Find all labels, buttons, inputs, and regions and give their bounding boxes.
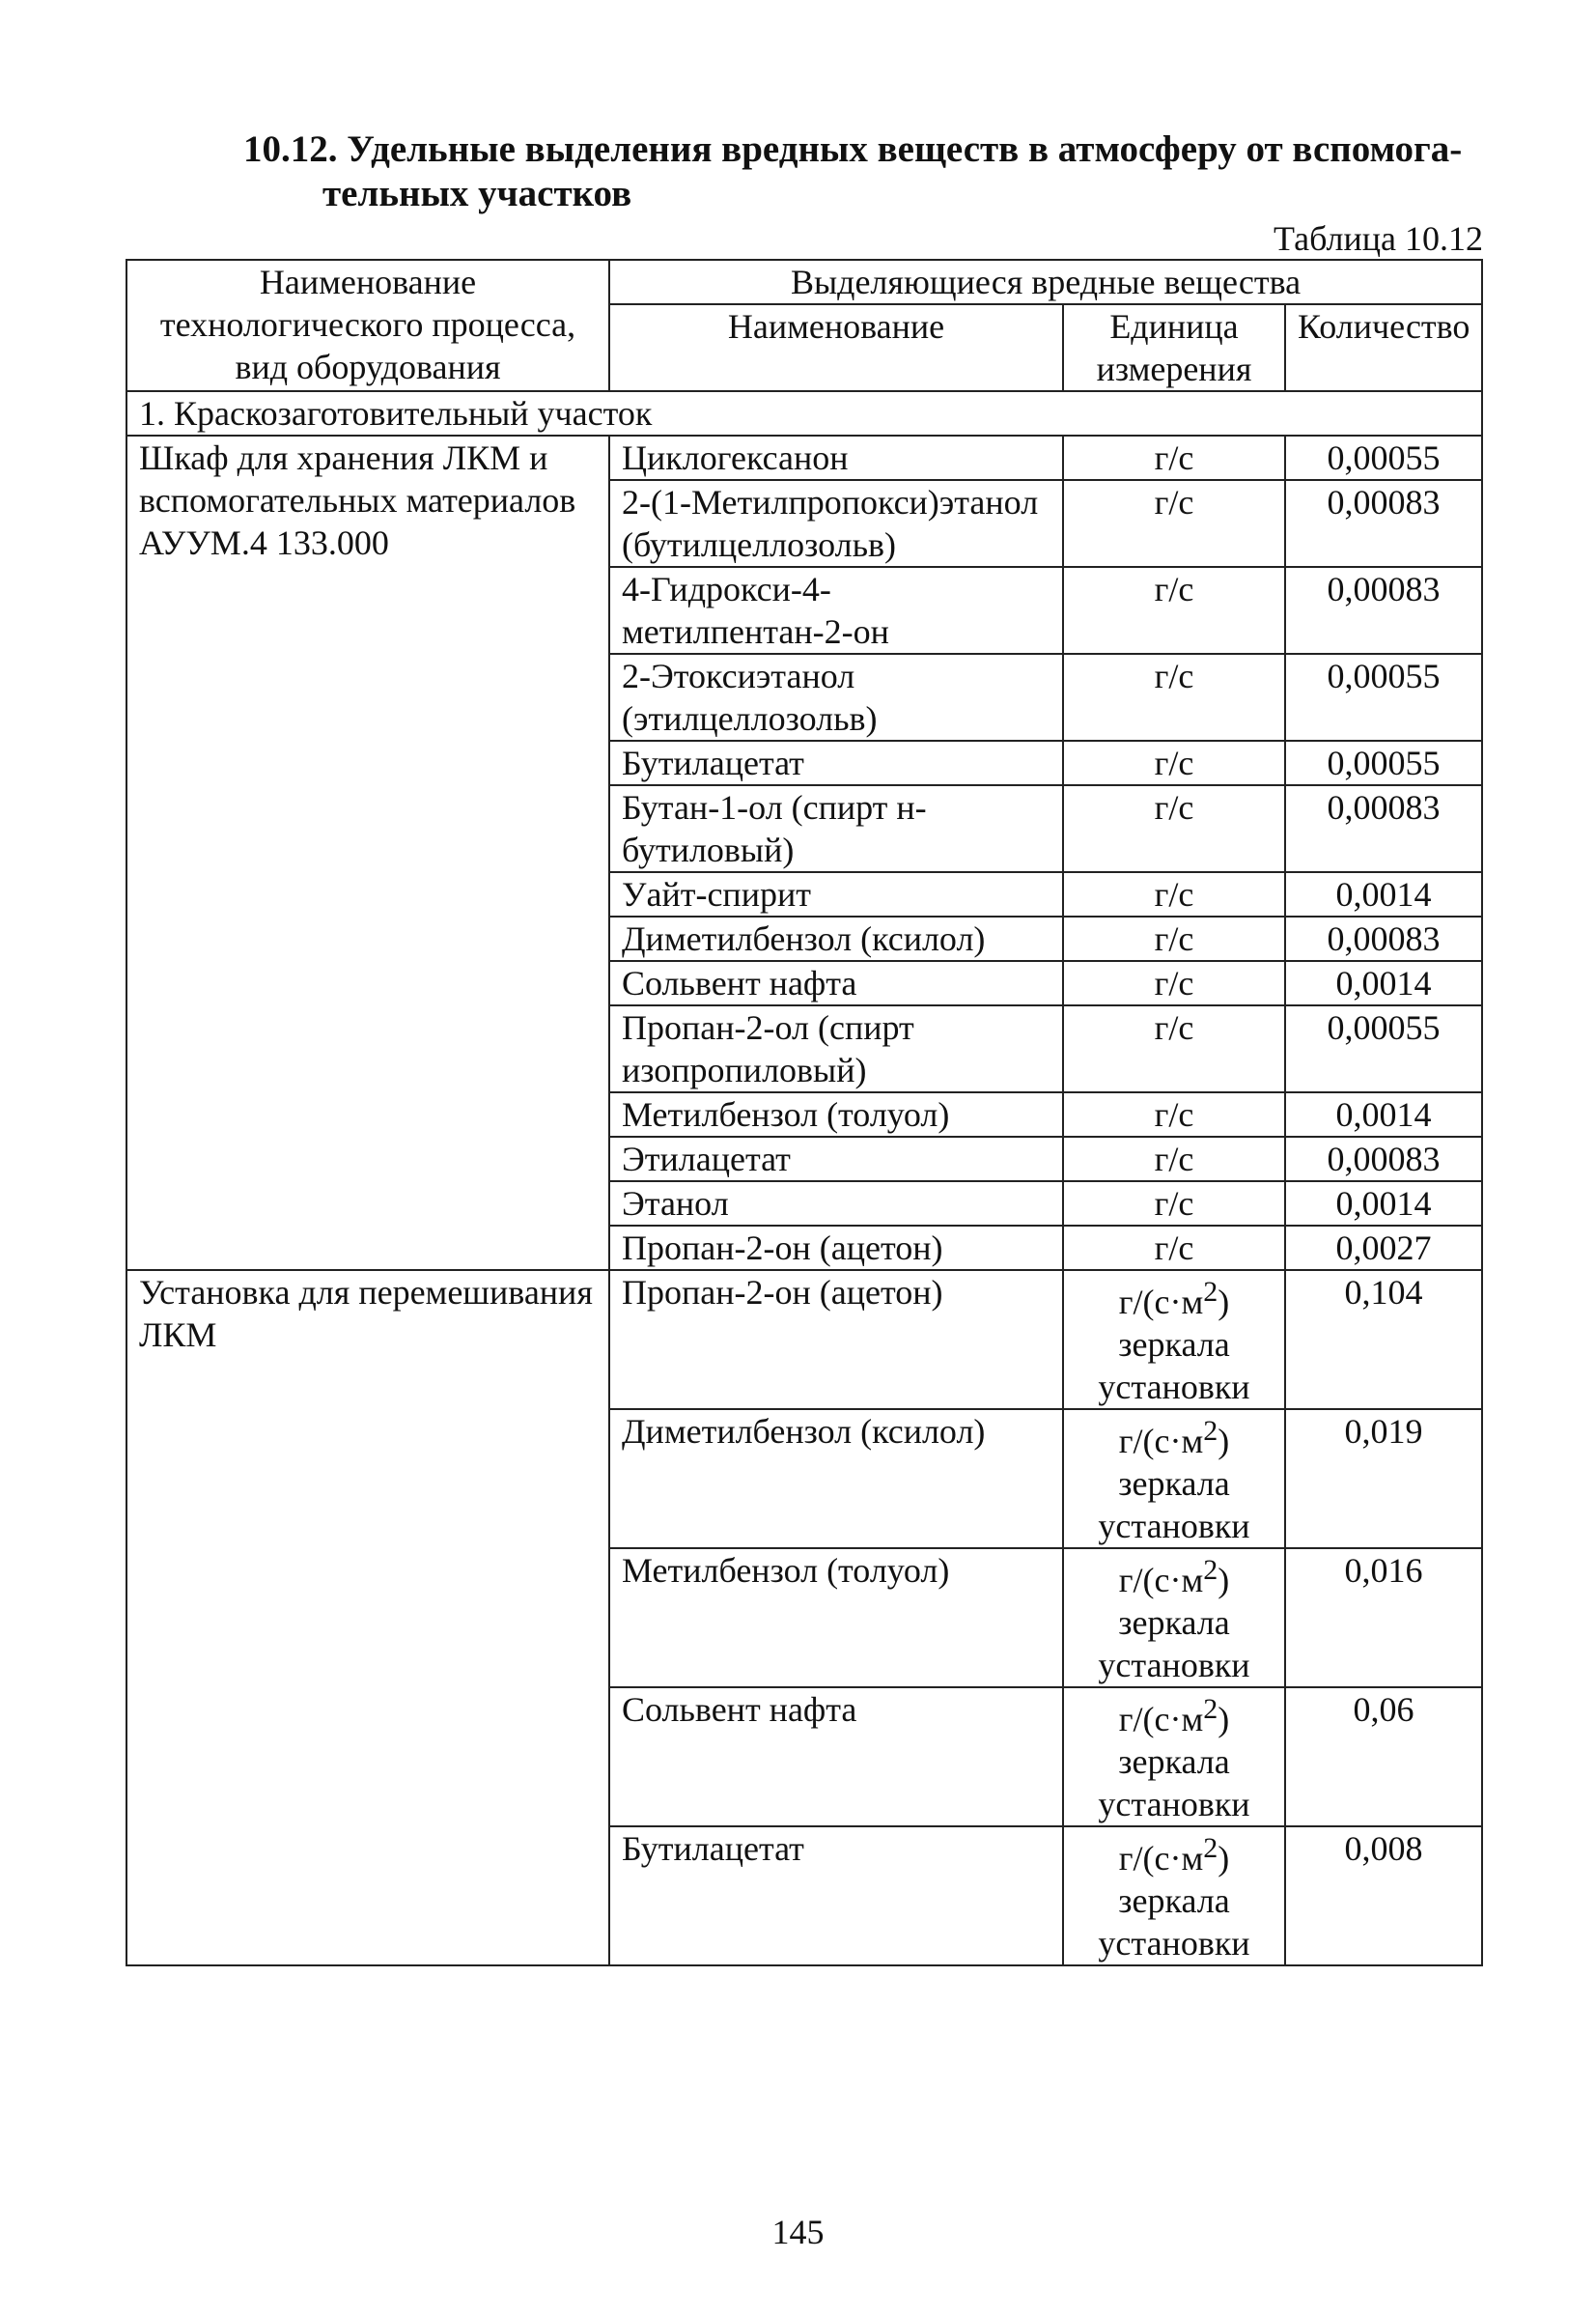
substance-name: Циклогексанон [609, 436, 1063, 480]
unit-exponent: 2 [1203, 1276, 1218, 1308]
unit-suffix: ) зеркала установки [1098, 1561, 1250, 1684]
substance-unit: г/с [1063, 872, 1285, 917]
header-substances-group: Выделяющиеся вредные вещества [609, 260, 1482, 304]
substance-name: Этанол [609, 1181, 1063, 1226]
unit-prefix: г/(с·м [1118, 1561, 1204, 1599]
table-row [126, 436, 1482, 480]
substance-value: 0,019 [1285, 1409, 1482, 1548]
substance-name: Диметилбензол (ксилол) [609, 917, 1063, 961]
substance-unit: г/с [1063, 654, 1285, 741]
substance-unit [1063, 1270, 1285, 1409]
unit-suffix: ) зеркала установки [1098, 1422, 1250, 1545]
substance-value: 0,06 [1285, 1687, 1482, 1826]
substance-value: 0,00083 [1285, 1137, 1482, 1181]
substance-name: 2-(1-Метилпропокси)этанол (бутилцеллозольв) [609, 480, 1063, 567]
substance-value: 0,0027 [1285, 1226, 1482, 1270]
header-unit: Единица измерения [1063, 304, 1285, 391]
substance-unit: г/с [1063, 785, 1285, 872]
substance-name: 2-Этоксиэтанол (этилцеллозольв) [609, 654, 1063, 741]
substance-value: 0,00055 [1285, 436, 1482, 480]
substance-unit [1063, 1548, 1285, 1687]
substance-name: Пропан-2-он (ацетон) [609, 1226, 1063, 1270]
heading-line-1: 10.12. Удельные выделения вредных веществ в атмосферу от вспомога- [243, 128, 1463, 170]
unit-suffix: ) зеркала установки [1098, 1839, 1250, 1963]
substance-unit: г/с [1063, 567, 1285, 654]
substance-value: 0,104 [1285, 1270, 1482, 1409]
substance-value: 0,00055 [1285, 1005, 1482, 1092]
substance-name: Пропан-2-ол (спирт изопропиловый) [609, 1005, 1063, 1092]
process-cabinet: Шкаф для хранения ЛКМ и вспомогательных материалов АУУМ.4 133.000 [126, 436, 609, 1270]
header-row-1 [126, 260, 1482, 304]
unit-exponent: 2 [1203, 1832, 1218, 1864]
unit-text [1076, 1271, 1273, 1408]
substance-name: Метилбензол (толуол) [609, 1092, 1063, 1137]
unit-text [1076, 1410, 1273, 1547]
heading-line-2: тельных участков [322, 173, 632, 214]
unit-prefix: г/(с·м [1118, 1700, 1204, 1738]
unit-prefix: г/(с·м [1118, 1422, 1204, 1460]
header-name: Наименование [609, 304, 1063, 391]
unit-suffix: ) зеркала установки [1098, 1700, 1250, 1823]
substance-name: 4-Гидрокси-4-метилпентан-2-он [609, 567, 1063, 654]
unit-text [1076, 1688, 1273, 1825]
substance-value: 0,0014 [1285, 1092, 1482, 1137]
substance-unit: г/с [1063, 1005, 1285, 1092]
substance-unit [1063, 1826, 1285, 1965]
unit-text [1076, 1549, 1273, 1686]
substance-value: 0,016 [1285, 1548, 1482, 1687]
table-row [126, 1270, 1482, 1409]
substance-value: 0,00083 [1285, 567, 1482, 654]
unit-suffix: ) зеркала установки [1098, 1283, 1250, 1406]
substance-value: 0,00083 [1285, 480, 1482, 567]
table-caption: Таблица 10.12 [1274, 219, 1483, 258]
substance-name: Бутилацетат [609, 1826, 1063, 1965]
substance-unit: г/с [1063, 436, 1285, 480]
substance-name: Уайт-спирит [609, 872, 1063, 917]
substance-name: Этилацетат [609, 1137, 1063, 1181]
substance-unit: г/с [1063, 961, 1285, 1005]
unit-text [1076, 1827, 1273, 1964]
substance-value: 0,00083 [1285, 917, 1482, 961]
unit-prefix: г/(с·м [1118, 1283, 1204, 1321]
substance-name: Сольвент нафта [609, 961, 1063, 1005]
substance-value: 0,00055 [1285, 654, 1482, 741]
section-row [126, 391, 1482, 436]
unit-exponent: 2 [1203, 1415, 1218, 1447]
substance-unit [1063, 1687, 1285, 1826]
substance-value: 0,00083 [1285, 785, 1482, 872]
substance-name: Бутилацетат [609, 741, 1063, 785]
unit-exponent: 2 [1203, 1554, 1218, 1586]
substance-unit: г/с [1063, 1092, 1285, 1137]
substance-value: 0,0014 [1285, 872, 1482, 917]
header-process: Наименование технологического процесса, вид оборудования [126, 260, 609, 391]
unit-exponent: 2 [1203, 1693, 1218, 1725]
substance-name: Пропан-2-он (ацетон) [609, 1270, 1063, 1409]
substance-name: Диметилбензол (ксилол) [609, 1409, 1063, 1548]
substance-value: 0,008 [1285, 1826, 1482, 1965]
substance-name: Бутан-1-ол (спирт н-бутиловый) [609, 785, 1063, 872]
substance-value: 0,00055 [1285, 741, 1482, 785]
substance-unit: г/с [1063, 741, 1285, 785]
substance-unit: г/с [1063, 480, 1285, 567]
page-number: 145 [771, 2213, 825, 2251]
process-mixer: Установка для перемешивания ЛКМ [126, 1270, 609, 1965]
substance-unit: г/с [1063, 1226, 1285, 1270]
substance-value: 0,0014 [1285, 1181, 1482, 1226]
substance-value: 0,0014 [1285, 961, 1482, 1005]
substance-unit: г/с [1063, 917, 1285, 961]
header-quantity: Количество [1285, 304, 1482, 391]
section-title: 1. Краскозаготовительный участок [126, 391, 1482, 436]
substance-name: Сольвент нафта [609, 1687, 1063, 1826]
section-heading [243, 127, 1489, 216]
unit-prefix: г/(с·м [1118, 1839, 1204, 1878]
substance-unit [1063, 1409, 1285, 1548]
substance-name: Метилбензол (толуол) [609, 1548, 1063, 1687]
substance-unit: г/с [1063, 1137, 1285, 1181]
substance-unit: г/с [1063, 1181, 1285, 1226]
emissions-table [126, 259, 1483, 1966]
